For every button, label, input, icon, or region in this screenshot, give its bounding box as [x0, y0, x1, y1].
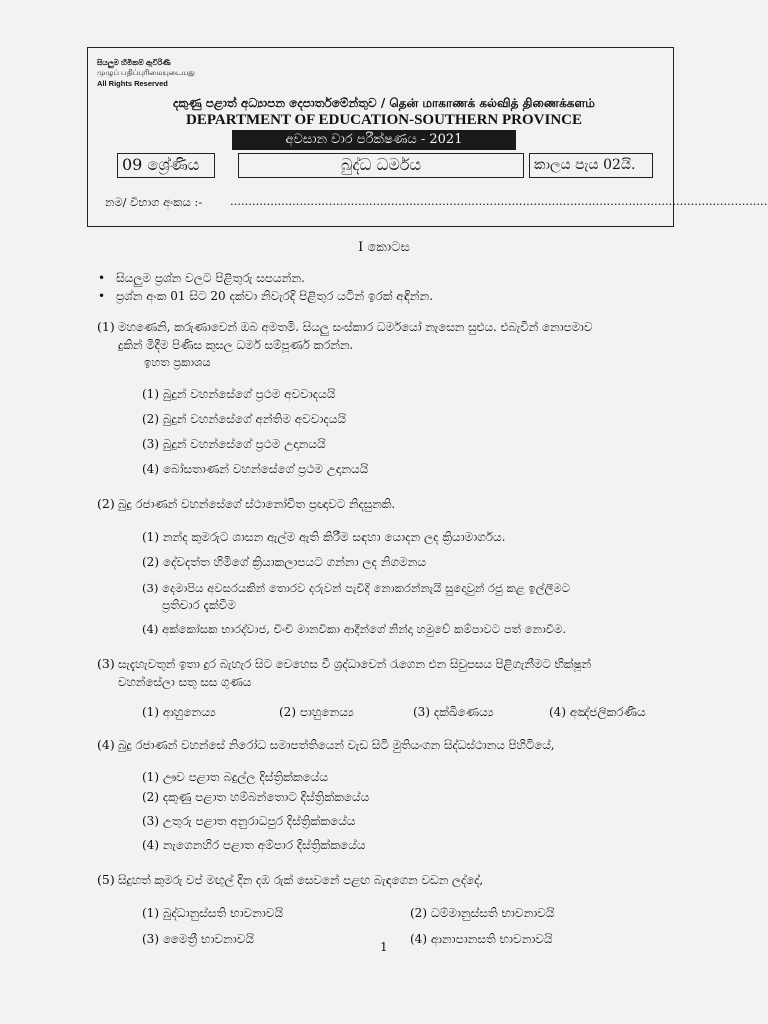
rights-notice-english: All Rights Reserved: [97, 79, 168, 88]
question-text: ඉහත ප්‍රකාශය: [144, 355, 211, 369]
answer-option[interactable]: (4) ආනාපානසති භාවනාවයි: [410, 932, 553, 946]
rights-notice-sinhala: සියලුම හිමිකම් ඇවිරිණි: [97, 58, 171, 67]
answer-option[interactable]: (2) බුදුන් වහන්සේගේ අන්තිම අවවාදයයි: [142, 412, 346, 426]
answer-option[interactable]: (1) බුදුන් වහන්සේගේ ප්‍රථම අවවාදයයි: [142, 387, 336, 401]
answer-option[interactable]: (3) උතුරු පළාත අනුරාධපුර දිස්ත්‍රික්කයේය: [142, 814, 356, 828]
question-text: මහණෙනි, කරුණාවෙන් ඔබ අමතමි. සියලු සංස්කාර ධර්මයෝ නැසෙන සුළුය. එබැවින් නොපමාව: [118, 320, 593, 334]
question-number: (3): [97, 656, 115, 671]
answer-option[interactable]: (4) නැගෙනහිර පළාත අම්පාර දිස්ත්‍රික්කයේය: [142, 838, 366, 852]
duration-box: කාලය පැය 02යි.: [529, 153, 653, 178]
question-text: බුදු රජාණන් වහන්සේගේ ස්ථානෝචිත ප්‍රඥාවට නිදසුනකි.: [118, 497, 396, 511]
question-text: බුදු රජාණන් වහන්සේ නිරෝධ සමාපත්තියෙන් වැඩ සිටි මුතියංගන සිද්ධස්ථානය පිහිටියේ,: [118, 738, 555, 752]
answer-option[interactable]: (3) මෛත්‍රී භාවනාවයි: [142, 932, 254, 946]
rights-notice-tamil: முழுப் பதிப்புரிமையுடையது: [97, 68, 195, 77]
answer-option[interactable]: (1) බුද්ධානුස්සති භාවනාවයි: [142, 906, 284, 920]
department-name-local: දකුණු පළාත් අධ්‍යාපන දෙපාර්තමේන්තුව / தென் மாகாணக் கல்வித் திணைக்களம்: [173, 96, 595, 110]
answer-option[interactable]: (2) පාහුනෙය්‍ය: [279, 705, 354, 719]
question-text: වහන්සේලා සතු සස ගුණය: [118, 675, 252, 689]
answer-option[interactable]: (2) දකුණු පළාත හම්බන්තොට දිස්ත්‍රික්කයේය: [142, 790, 370, 804]
question-number: (5): [97, 872, 115, 887]
subject-box: බුද්ධ ධර්මය: [238, 153, 524, 178]
question-number: (4): [97, 737, 115, 752]
answer-option[interactable]: (1) ඌව පළාත බදුල්ල දිස්ත්‍රික්කයේය: [142, 770, 329, 784]
answer-option[interactable]: (4) බෝසතාණන් වහන්සේගේ ප්‍රථම උදානයයි: [142, 462, 369, 476]
name-label: නම/ විභාග අංකය :-: [105, 195, 203, 209]
question-text: සිදුහත් කුමරු වප් මඟුල් දින දඹ රුක් සෙවනේ පළඟ බැඳගෙන වඩන ලද්දේ,: [118, 873, 484, 887]
answer-option[interactable]: (1) ආහුනෙය්‍ය: [142, 705, 216, 719]
answer-option[interactable]: (2) ධම්මානුස්සති භාවනාවයි: [410, 906, 555, 920]
answer-option[interactable]: (4) අක්කෝසක භාරද්වාජ, චිංචි මානවිකා ආදීන්ගේ නින්දා හමුවේ කම්පාවට පත් නොවීම.: [142, 622, 567, 636]
question-number: (2): [97, 496, 115, 511]
answer-option[interactable]: (2) දේවදත්ත හිමිගේ ක්‍රියාකලාපයට ගන්නා ලද නිගමනය: [142, 555, 427, 569]
department-name-english: DEPARTMENT OF EDUCATION-SOUTHERN PROVINCE: [185, 112, 583, 128]
question-number: (1): [97, 319, 115, 334]
answer-option-continued: ප්‍රතිචාර දැක්වීම: [162, 598, 236, 612]
instruction-item: ප්‍රශ්න අංක 01 සිට 20 දක්වා නිවැරදි පිළිතුර යටින් ඉරක් අඳින්න.: [116, 289, 434, 303]
name-input-line[interactable]: ...................................................................................................................................................: [230, 194, 768, 208]
bullet-icon: •: [98, 289, 106, 303]
question-text: සැදැහැවතුන් ඉතා දුර බැහැර සිට වෙහෙස වී ශ්‍රද්ධාවෙන් රැගෙන එන සිවුපසය පිළිගැනීමට භික්ෂූන්: [118, 657, 591, 671]
page-number: 1: [380, 940, 388, 954]
answer-option[interactable]: (1) නන්ද කුමරුට ශාසන ඇල්ම ඇති කිරීම සඳහා යොදන ලද ක්‍රියාමාර්ගය.: [142, 530, 506, 544]
answer-option[interactable]: (3) බුදුන් වහන්සේගේ ප්‍රථම උදානයයි: [142, 437, 326, 451]
answer-option[interactable]: (3) දෙමාපිය අවසරයකින් තොරව දරුවන් පැවිදි නොකරන්නැයි සුදොවුන් රජු කළ ඉල්ලීමට: [142, 581, 571, 595]
question-text: දුකින් මිදීම පිණිස කුසල ධර්ම සම්පූර්ණ කරන්න.: [118, 338, 354, 352]
exam-title-banner: අවසාන වාර පරීක්ෂණය - 2021: [232, 130, 516, 150]
instruction-item: සියලුම ප්‍රශ්න වලට පිළිතුරු සපයන්න.: [116, 271, 305, 285]
answer-option[interactable]: (4) අඤ්ජලිකරණීය: [549, 705, 646, 719]
bullet-icon: •: [98, 271, 106, 285]
grade-box: 09 ශ්‍රේණිය: [117, 153, 215, 178]
answer-option[interactable]: (3) දක්ඛිණෙය්‍ය: [413, 705, 494, 719]
section-title: I කොටස: [358, 240, 410, 255]
